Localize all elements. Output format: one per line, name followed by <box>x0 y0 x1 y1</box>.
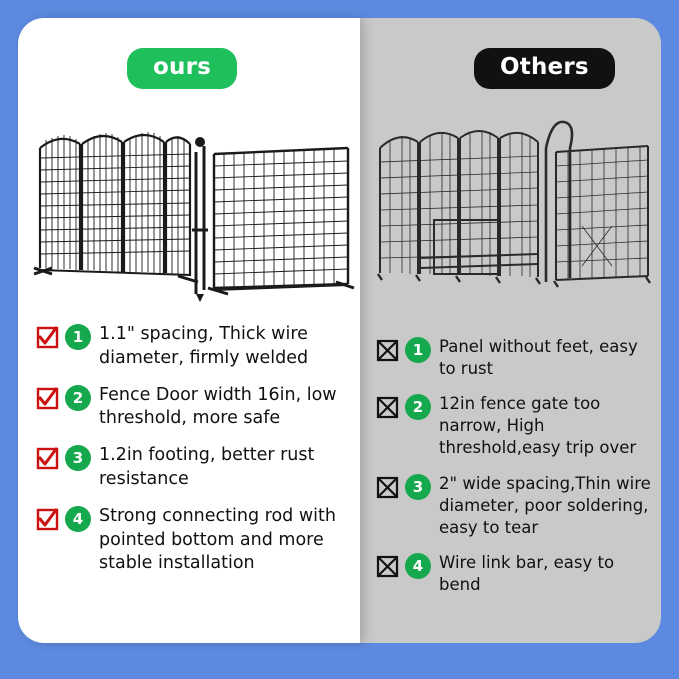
feature-list-ours <box>36 323 350 589</box>
product-image-ours <box>18 118 360 308</box>
feature-text: Panel without feet, easy to rust <box>439 337 638 379</box>
red-check-box-icon <box>36 508 59 531</box>
feature-text: 12in fence gate too narrow, High threshold,easy trip over <box>439 394 637 458</box>
feature-item <box>376 393 653 459</box>
badge-others: Others <box>474 48 615 89</box>
black-x-box-icon <box>376 555 399 578</box>
feature-item <box>36 505 350 576</box>
fence-illustration-ours <box>18 118 360 308</box>
feature-number: 2 <box>65 385 91 411</box>
feature-number: 1 <box>405 337 431 363</box>
panel-others <box>360 18 661 643</box>
fence-illustration-others <box>360 108 661 308</box>
feature-item <box>376 473 653 539</box>
feature-item <box>36 444 350 492</box>
black-x-box-icon <box>376 396 399 419</box>
red-check-box-icon <box>36 387 59 410</box>
feature-text: Fence Door width 16in, low threshold, more safe <box>99 384 337 429</box>
feature-number: 4 <box>405 553 431 579</box>
red-check-box-icon <box>36 447 59 470</box>
feature-text: 2" wide spacing,Thin wire diameter, poor soldering, easy to tear <box>439 473 651 537</box>
feature-item <box>36 384 350 432</box>
feature-number: 2 <box>405 394 431 420</box>
feature-item <box>376 552 653 596</box>
feature-text: Wire link bar, easy to bend <box>439 552 615 594</box>
red-check-box-icon <box>36 326 59 349</box>
feature-item <box>36 323 350 371</box>
feature-text: Strong connecting rod with pointed bottom and more stable installation <box>99 505 336 574</box>
feature-item <box>376 336 653 380</box>
product-image-others <box>360 108 661 308</box>
feature-number: 3 <box>65 445 91 471</box>
black-x-box-icon <box>376 476 399 499</box>
panel-ours <box>18 18 360 643</box>
black-x-box-icon <box>376 339 399 362</box>
feature-list-others <box>376 336 653 609</box>
feature-number: 3 <box>405 474 431 500</box>
feature-number: 4 <box>65 506 91 532</box>
feature-text: 1.1" spacing, Thick wire diameter, firmly welded <box>99 324 309 368</box>
feature-number: 1 <box>65 324 91 350</box>
badge-ours: ours <box>127 48 237 89</box>
panels-container <box>18 18 661 643</box>
feature-text: 1.2in footing, better rust resistance <box>99 445 315 489</box>
